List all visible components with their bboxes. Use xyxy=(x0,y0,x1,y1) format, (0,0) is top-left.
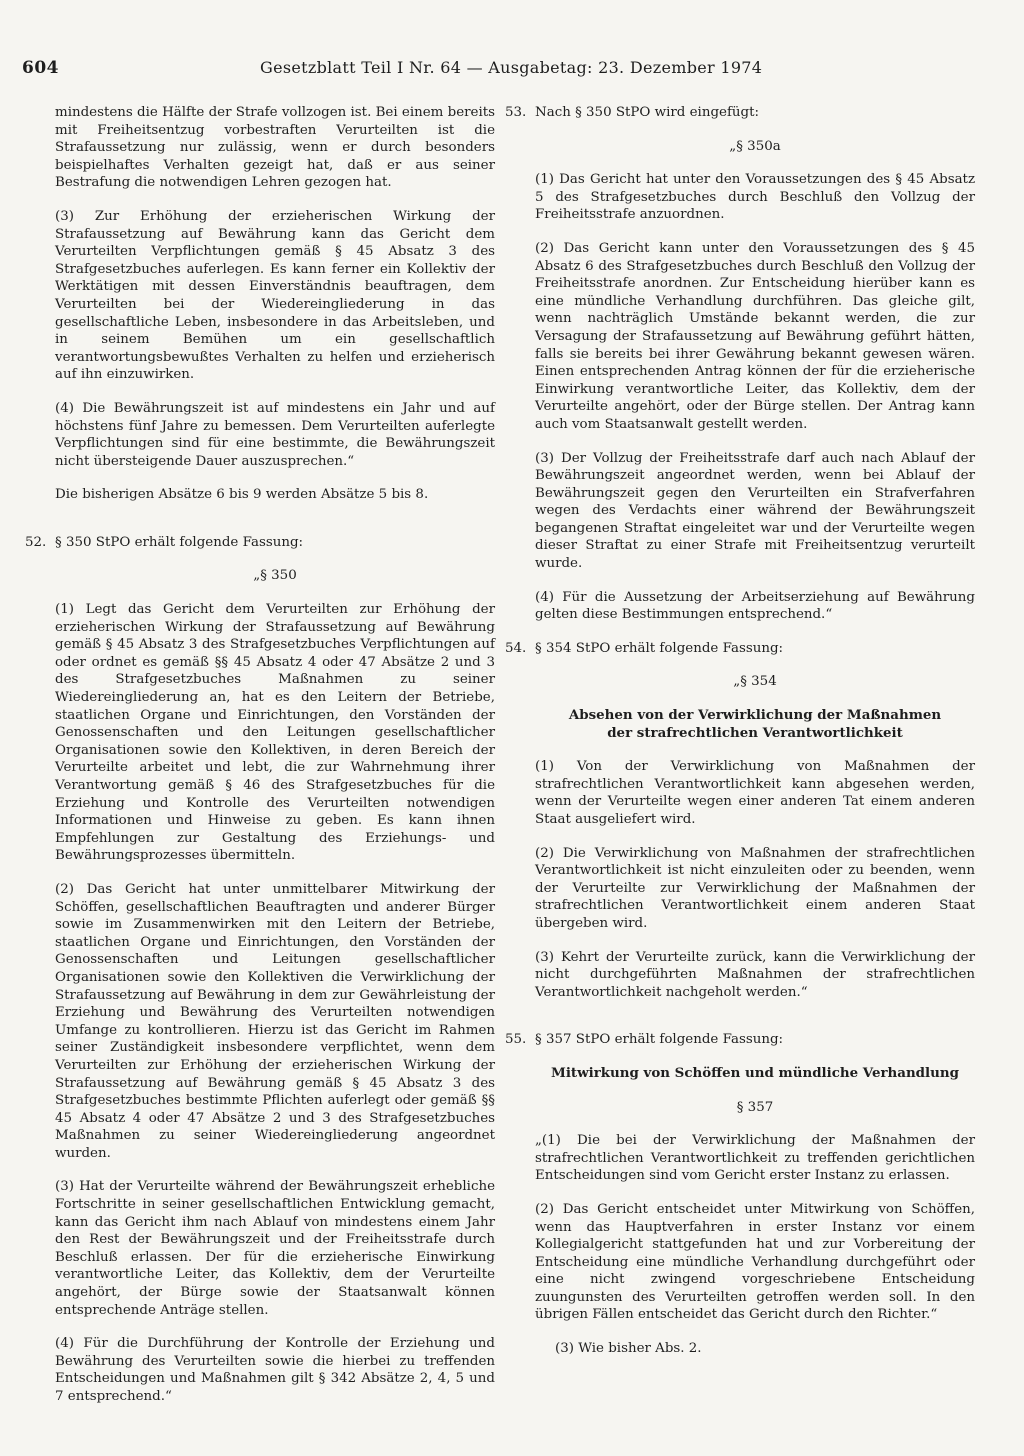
paragraph: (4) Die Bewährungszeit ist auf mindestens ein Jahr und auf höchstens fünf Jahre zu bemessen. Dem Verurteilten auferlegte Verpflichtungen sind für eine bestimmte, die Bewährungszeit nicht übersteigende Dauer auszusprechen.“ xyxy=(55,400,495,469)
page-number: 604 xyxy=(22,58,59,78)
page-header xyxy=(0,52,1024,82)
paragraph: mindestens die Hälfte der Strafe vollzogen ist. Bei einem bereits mit Freiheitsentzug vorbestraften Verurteilten ist die Strafaussetzung nur zulässig, wenn er durch besonders beispielhaftes Verhalten gezeigt hat, daß er aus seiner Bestrafung die notwendigen Lehren gezogen hat. xyxy=(55,105,495,191)
paragraph: (2) Das Gericht kann unter den Voraussetzungen des § 45 Absatz 6 des Strafgesetzbuches durch Beschluß den Vollzug der Freiheitsstrafe anordnen. Zur Entscheidung hierüber kann es eine mündliche Verhandlung durchführen. Das gleiche gilt, wenn nachträglich Umstände bekannt werden, die zur Versagung der Strafaussetzung auf Bewährung geführt hätten, falls sie bereits bei ihrer Gewährung bekannt gewesen wären. Einen entsprechenden Antrag können der für die erzieherische Einwirkung verantwortliche Leiter, das Kollektiv, dem der Verurteilte angehört, oder der Bürge stellen. Der Antrag kann auch vom Staatsanwalt gestellt werden. xyxy=(535,240,975,432)
item-text: Nach § 350 StPO wird eingefügt: xyxy=(535,105,759,120)
item-number: 54. xyxy=(505,640,527,656)
item-text: § 354 StPO erhält folgende Fassung: xyxy=(535,640,784,656)
amendment-item-54 xyxy=(505,640,975,658)
item-text: § 350 StPO erhält folgende Fassung: xyxy=(55,534,304,550)
paragraph: (3) Wie bisher Abs. 2. xyxy=(555,1341,702,1357)
paragraph: (4) Für die Aussetzung der Arbeitserziehung auf Bewährung gelten diese Bestimmungen entsprechend.“ xyxy=(535,589,975,623)
running-head: Gesetzblatt Teil I Nr. 64 — Ausgabetag: 23. Dezember 1974 xyxy=(260,58,763,77)
paragraph: (2) Die Verwirklichung von Maßnahmen der strafrechtlichen Verantwortlichkeit ist nicht einzuleiten oder zu beenden, wenn der Verurteilte zur Verwirklichung der Maßnahmen der strafrechtlichen Verantwortlichkeit einem anderen Staat übergeben wird. xyxy=(535,845,975,931)
paragraph: (3) Kehrt der Verurteilte zurück, kann die Verwirklichung der nicht durchgeführten Maßnahmen der strafrechtlichen Verantwortlichkeit nachgeholt werden.“ xyxy=(535,949,975,1000)
paragraph: (3) Hat der Verurteilte während der Bewährungszeit erhebliche Fortschritte in seiner gesellschaftlichen Entwicklung gemacht, kann das Gericht ihm nach Ablauf von mindestens einem Jahr den Rest der Bewährungszeit und der Freiheitsstrafe durch Beschluß erlassen. Der für die erzieherische Einwirkung verantwortliche Leiter, das Kollektiv, dem der Verurteilte angehört, der Bürge sowie der Staatsanwalt können entsprechende Anträge stellen. xyxy=(55,1179,495,1318)
paragraph: „(1) Die bei der Verwirklichung der Maßnahmen der strafrechtlichen Verantwortlichkeit zu treffenden gerichtlichen Entscheidungen sind vom Gericht erster Instanz zu erlassen. xyxy=(535,1133,975,1184)
paragraph: (3) Der Vollzug der Freiheitsstrafe darf auch nach Ablauf der Bewährungszeit angeordnet werden, wenn bei Ablauf der Bewährungszeit gegen den Verurteilten ein Strafverfahren wegen des Verdachts einer während der Bewährungszeit begangenen Straftat eingeleitet war und der Verurteilte wegen dieser Straftat zu einer Strafe mit Freiheitsentzug verurteilt wurde. xyxy=(535,450,975,572)
item-number: 52. xyxy=(25,534,47,550)
section-heading: § 357 xyxy=(736,1099,774,1115)
section-title-line: der strafrechtlichen Verantwortlichkeit xyxy=(607,724,903,741)
paragraph: (1) Das Gericht hat unter den Voraussetzungen des § 45 Absatz 5 des Strafgesetzbuches durch Beschluß den Vollzug der Freiheitsstrafe anzuordnen. xyxy=(535,172,975,223)
section-title-line: Absehen von der Verwirklichung der Maßnahmen xyxy=(568,707,942,724)
paragraph: (2) Das Gericht entscheidet unter Mitwirkung von Schöffen, wenn das Hauptverfahren in erster Instanz vor einem Kollegialgericht stattgefunden hat und zur Vorbereitung der Entscheidung eine mündliche Verhandlung durchgeführt oder eine nicht zwingend vorgeschriebene Entscheidung zuungunsten des Verurteilten getroffen werden soll. In den übrigen Fällen entscheidet das Gericht durch den Richter.“ xyxy=(535,1201,975,1323)
section-heading: „§ 350a xyxy=(729,138,781,154)
right-column xyxy=(505,104,975,1374)
paragraph: (1) Von der Verwirklichung von Maßnahmen der strafrechtlichen Verantwortlichkeit kann abgesehen werden, wenn der Verurteilte wegen einer anderen Tat einem anderen Staat ausgeliefert wird. xyxy=(535,759,975,827)
item-number: 55. xyxy=(505,1032,527,1048)
paragraph: (2) Das Gericht hat unter unmittelbarer Mitwirkung der Schöffen, gesellschaftlichen Beauftragten und anderer Bürger sowie im Zusammenwirken mit den Leitern der Betriebe, staatlichen Organe und Einrichtungen, den Vorständen der Genossenschaften und Leitungen gesellschaftlicher Organisationen sowie den Kollektiven die Verwirklichung der Strafaussetzung auf Bewährung in dem zur Gewährleistung der Erziehung und Bewährung des Verurteilten notwendigen Umfange zu kontrollieren. Hierzu ist das Gericht im Rahmen seiner Zuständigkeit insbesondere verpflichtet, wenn dem Verurteilten zur Erhöhung der erzieherischen Wirkung der Strafaussetzung auf Bewährung gemäß § 45 Absatz 3 des Strafgesetzbuches bestimmte Pflichten auferlegt oder gemäß §§ 45 Absatz 4 oder 47 Absätze 2 und 3 des Strafgesetzbuches Maßnahmen zu seiner Wiedereingliederung angeordnet wurden. xyxy=(55,881,495,1161)
item-text: § 357 StPO erhält folgende Fassung: xyxy=(535,1032,784,1048)
paragraph: (3) Zur Erhöhung der erzieherischen Wirkung der Strafaussetzung auf Bewährung kann das Gericht dem Verurteilten Verpflichtungen gemäß § 45 Absatz 3 des Strafgesetzbuches auferlegen. Es kann ferner ein Kollektiv der Werktätigen mit dessen Einverständnis beauftragen, dem Verurteilten bei der Wiedereingliederung in das gesellschaftliche Leben, insbesondere in das Arbeitsleben, und in seinem Bemühen um ein gesellschaftlich verantwortungsbewußtes Verhalten zu helfen und erzieherisch auf ihn einzuwirken. xyxy=(55,208,495,383)
section-title: Mitwirkung von Schöffen und mündliche Verhandlung xyxy=(551,1064,959,1081)
amendment-item-53 xyxy=(505,104,975,122)
amendment-item-55 xyxy=(505,1031,975,1049)
left-column xyxy=(25,104,495,1422)
paragraph: (1) Legt das Gericht dem Verurteilten zur Erhöhung der erzieherischen Wirkung der Strafaussetzung auf Bewährung gemäß § 45 Absatz 3 des Strafgesetzbuches Verpflichtungen auf oder ordnet es gemäß §§ 45 Absatz 4 oder 47 Absätze 2 und 3 des Strafgesetzbuches Maßnahmen zu seiner Wiedereingliederung an, hat es den Leitern der Betriebe, staatlichen Organe und Einrichtungen, den Vorständen der Genossenschaften und den Leitungen gesellschaftlicher Organisationen sowie den Kollektiven, in deren Bereich der Verurteilte arbeitet und lebt, die zur Wahrnehmung ihrer Verantwortung gemäß § 46 des Strafgesetzbuches für die Erziehung und Kontrolle des Verurteilten notwendigen Informationen und Hinweise zu geben. Es kann ihnen Empfehlungen zur Gestaltung des Erziehungs- und Bewährungsprozesses übermitteln. xyxy=(55,602,495,864)
amendment-item-52 xyxy=(25,534,495,552)
section-heading: „§ 350 xyxy=(253,568,297,584)
section-title xyxy=(535,707,975,742)
section-heading: „§ 354 xyxy=(733,674,777,690)
paragraph: Die bisherigen Absätze 6 bis 9 werden Absätze 5 bis 8. xyxy=(55,487,429,503)
item-number: 53. xyxy=(505,105,527,120)
paragraph: (4) Für die Durchführung der Kontrolle der Erziehung und Bewährung des Verurteilten sowie die hierbei zu treffenden Entscheidungen und Maßnahmen gilt § 342 Absätze 2, 4, 5 und 7 entsprechend.“ xyxy=(55,1336,495,1404)
